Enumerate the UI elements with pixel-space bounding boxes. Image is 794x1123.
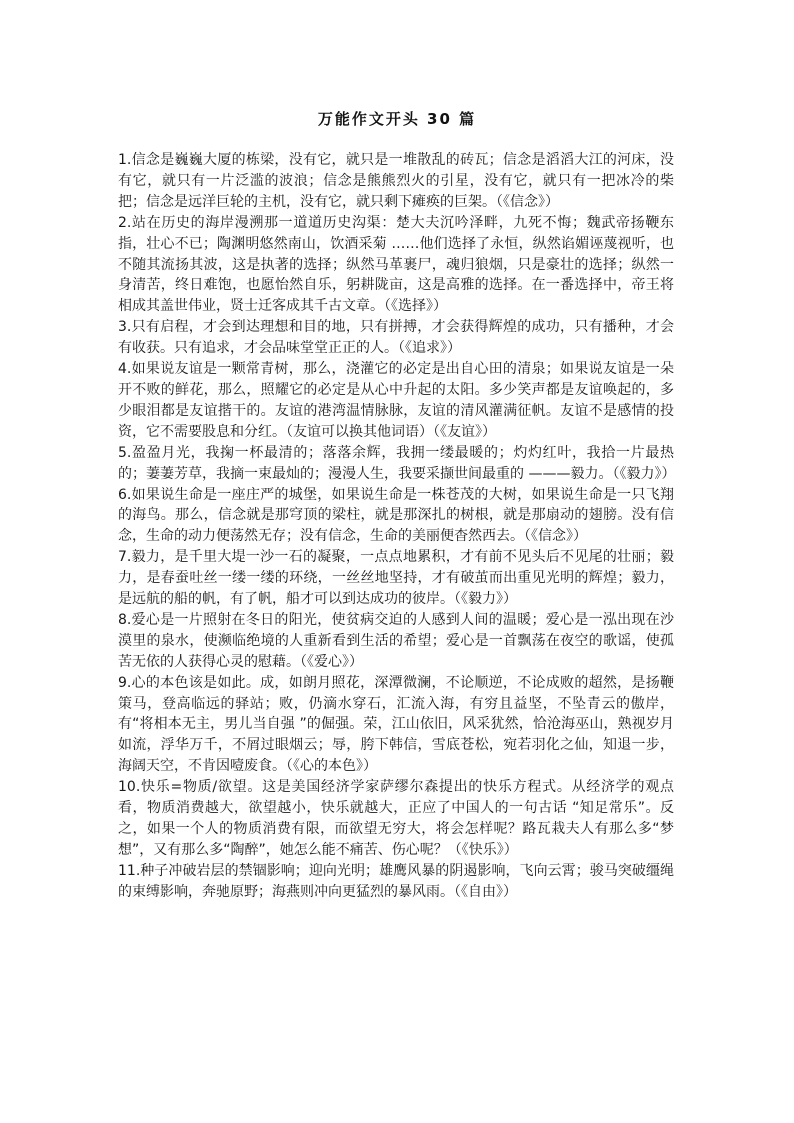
paragraph-8: 8.爱心是一片照射在冬日的阳光，使贫病交迫的人感到人间的温暖；爱心是一泓出现在沙漠里的泉水，使濒临绝境的人重新看到生活的希望；爱心是一首飘荡在夜空的歌谣，使孤苦无依的人获得心灵的慰藉。（《爱心》） xyxy=(118,611,674,670)
paragraph-7: 7.毅力，是千里大堤一沙一石的凝聚，一点点地累积，才有前不见头后不见尾的壮丽；毅力，是春蚕吐丝一缕一缕的环绕，一丝丝地坚持，才有破茧而出重见光明的辉煌；毅力，是远航的船的帆，有了帆，船才可以到达成功的彼岸。（《毅力》） xyxy=(118,549,674,608)
paragraph-5: 5.盈盈月光，我掬一杯最清的；落落余辉，我拥一缕最暖的；灼灼红叶，我拾一片最热的；萋萋芳草，我摘一束最灿的；漫漫人生，我要采撷世间最重的 ———毅力。（《毅力》） xyxy=(118,444,676,482)
document-title: 万能作文开头 30 篇 xyxy=(317,110,477,128)
paragraph-9: 9.心的本色该是如此。成，如朗月照花，深潭微澜，不论顺逆，不论成败的超然，是扬鞭策马，登高临远的驿站；败，仍滴水穿石，汇流入海，有穷且益坚，不坠青云的傲岸，有“将相本无主，男儿当自强 ”的倔强。荣，江山依旧，风采犹然，恰沧海巫山，熟视岁月如流，浮华万千，不屑过眼烟云；辱，胯下韩信，雪底苍松，宛若羽化之仙，知退一步，海阔天空，不肯因噎废食。（《心的本色》） xyxy=(118,674,674,775)
paragraph-3: 3.只有启程，才会到达理想和目的地，只有拼搏，才会获得辉煌的成功，只有播种，才会有收获。只有追求，才会品味堂堂正正的人。（《追求》） xyxy=(118,319,674,357)
paragraph-10: 10.快乐=物质/欲望。这是美国经济学家萨缪尔森提出的快乐方程式。从经济学的观点看，物质消费越大，欲望越小，快乐就越大，正应了中国人的一句古话 “知足常乐”。反之，如果一个人的物质消费有限，而欲望无穷大，将会怎样呢？路瓦栽夫人有那么多“梦想”，又有那么多“陶醉”，她怎么能不痛苦、伤心呢？（《快乐》） xyxy=(118,779,674,858)
paragraph-11: 11.种子冲破岩层的禁锢影响；迎向光明；雄鹰风暴的阴遏影响，飞向云霄；骏马突破缰绳的束缚影响，奔驰原野；海燕则冲向更猛烈的暴风雨。（《自由》） xyxy=(118,862,674,900)
paragraph-4: 4.如果说友谊是一颗常青树，那么，浇灌它的必定是出自心田的清泉；如果说友谊是一朵开不败的鲜花，那么，照耀它的必定是从心中升起的太阳。多少笑声都是友谊唤起的，多少眼泪都是友谊揩干的。友谊的港湾温情脉脉，友谊的清风灌满征帆。友谊不是感情的投资，它不需要股息和分红。（友谊可以换其他词语）（《友谊》） xyxy=(118,361,674,440)
paragraph-6: 6.如果说生命是一座庄严的城堡，如果说生命是一株苍茂的大树，如果说生命是一只飞翔的海鸟。那么，信念就是那穹顶的梁柱，就是那深扎的树根，就是那扇动的翅膀。没有信念，生命的动力便荡然无存；没有信念，生命的美丽便杳然西去。（《信念》） xyxy=(118,486,674,545)
paragraph-2: 2.站在历史的海岸漫溯那一道道历史沟渠：楚大夫沉吟泽畔，九死不悔；魏武帝扬鞭东指，壮心不已；陶渊明悠然南山，饮酒采菊 ……他们选择了永恒，纵然谄媚诬蔑视听，也不随其流扬其波，这是执著的选择；纵然马革裹尸，魂归狼烟，只是豪壮的选择；纵然一身清苦，终日难饱，也愿怡然自乐，躬耕陇亩，这是高雅的选择。在一番选择中，帝王将相成其盖世伟业，贤士迁客成其千古文章。（《选择》） xyxy=(118,214,674,315)
paragraph-1: 1.信念是巍巍大厦的栋梁，没有它，就只是一堆散乱的砖瓦；信念是滔滔大江的河床，没有它，就只有一片泛滥的波浪；信念是熊熊烈火的引星，没有它，就只有一把冰冷的柴把；信念是远洋巨轮的主机，没有它，就只剩下瘫痪的巨架。（《信念》） xyxy=(118,152,674,210)
document-body xyxy=(118,150,674,903)
